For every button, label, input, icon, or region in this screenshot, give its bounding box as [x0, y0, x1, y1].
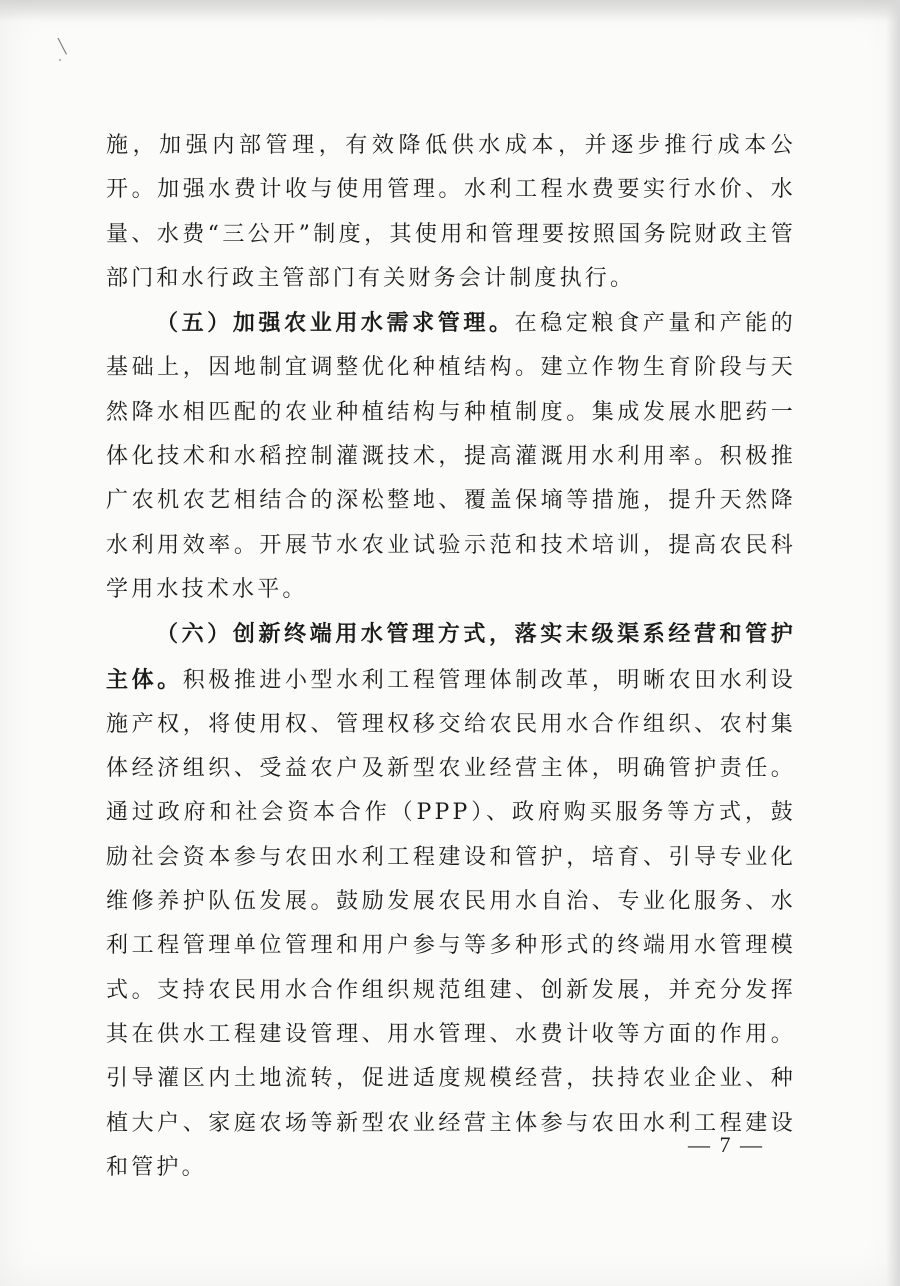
paragraph-text: 在稳定粮食产量和产能的基础上，因地制宜调整优化种植结构。建立作物生育阶段与天然降水相匹配的农业种植结构与种植制度。集成发展水肥药一体化技术和水稻控制灌溉技术，提高灌溉用水利用率。积极推广农机农艺相结合的深松整地、覆盖保墒等措施，提升天然降水利用效率。开展节水农业试验示范和技术培训，提高农民科学用水技术水平。: [106, 311, 797, 602]
scan-edge-right: [886, 0, 900, 1286]
section-heading: （五）加强农业用水需求管理。: [156, 310, 515, 337]
section-heading: （六）创新终端用水管理方式，落实末级渠系经营和管护主体。: [106, 621, 796, 693]
scan-edge-top: [0, 0, 900, 22]
paragraph-text: 施，加强内部管理，有效降低供水成本，并逐步推行成本公开。加强水费计收与使用管理。水利工程水费要实行水价、水量、水费“三公开”制度，其使用和管理要按照国务院财政主管部门和水行政主管部门有关财务会计制度执行。: [106, 133, 796, 291]
paragraph-section-6: [106, 612, 796, 1190]
binding-mark-icon: ╲ ᐧ: [58, 39, 67, 69]
paragraph-text: 积极推进小型水利工程管理体制改革，明晰农田水利设施产权，将使用权、管理权移交给农民用水合作组织、农村集体经济组织、受益农户及新型农业经营主体，明确管护责任。通过政府和社会资本合作（PPP）、政府购买服务等方式，鼓励社会资本参与农田水利工程建设和管护，培育、引导专业化维修养护队伍发展。鼓励发展农民用水自治、专业化服务、水利工程管理单位管理和用户参与等多种形式的终端用水管理模式。支持农民用水合作组织规范组建、创新发展，并充分发挥其在供水工程建设管理、用水管理、水费计收等方面的作用。引导灌区内土地流转，促进适度规模经营，扶持农业企业、种植大户、家庭农场等新型农业经营主体参与农田水利工程建设和管护。: [106, 667, 796, 1180]
paragraph-section-5: [106, 301, 796, 612]
body-text: [106, 124, 796, 1190]
page-number: — 7 —: [688, 1132, 764, 1157]
paragraph-continuation: [106, 124, 796, 301]
